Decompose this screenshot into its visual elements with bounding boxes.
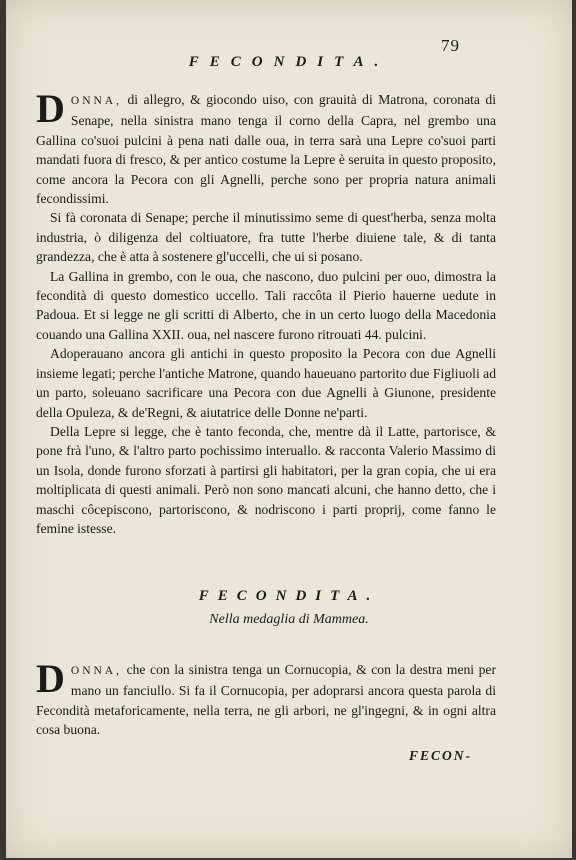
paragraph-5: Della Lepre si legge, che è tanto feconda, che, mentre dà il Latte, partorisce, & pone frà l'uno, & l'altro parto pochissimo interuallo. & racconta Valerio Massimo di un Isola, donde furono sforzati à partirsi gli habitatori, per la gran copia, che ui era moltiplicata di questi animali. Però non sono mancati alcuni, che hanno detto, che i maschi côcepiscono, partoriscono, & nodriscono i parti proprij, come fanno le femine istesse. [36,423,496,536]
page-number: 79 [441,36,460,55]
paragraph-text: che con la sinistra tenga un Cornucopia, & con la destra meni per mano un fanciullo. Si fa il Cornucopia, per adoprarsi ancora questa parola di Fecondità metaforicamente, nella terra, ne gli arbori, ne gl'ingegni, & in ogni altra cosa buona. [36,662,496,738]
catchword: FECON- [408,748,472,763]
lead-word: ONNA, [70,665,122,677]
paragraph-4: Adoperauano ancora gli antichi in questo proposito la Pecora con due Agnelli insieme legati; perche l'antiche Matrone, quando haueuano partorito due Figliuoli ad un parto, soleuano sacrificare una Pecora con due Agnelli à Giunone, presidente della Opuleza, & de'Regni, & aiutatrice delle Donne ne'parti. [36,346,496,420]
paragraph-3: La Gallina in grembo, con le oua, che nascono, duo pulcini per ouo, dimostra la fecondità di questo domestico uccello. Tali raccôta il Pierio hauerne uedute in Padoua. Et si legge ne gli scritti di Alberto, che in un certo luogo della Macedonia couando una Gallina XXII. oua, nel nascere furono ritrouati 44. pulcini. [36,268,496,342]
drop-cap: D [36,86,65,131]
paragraph-1 [36,86,496,208]
drop-cap: D [36,656,65,701]
section-heading: FECONDITA. [198,588,380,604]
section-1-text [36,86,496,538]
paragraph-2: Si fà coronata di Senape; perche il minutissimo seme di quest'herba, senza molta industria, ò diligenza del coltiuatore, fra tutte l'herbe diuiene tale, & di tanta grandezza, che è atta à sostenere gl'uccelli, che ui si posano. [36,210,496,265]
section-2-text [36,656,496,740]
paragraph-6 [36,656,496,740]
section-subheading: Nella medaglia di Mammea. [209,612,369,627]
lead-word: ONNA, [70,95,122,107]
running-head: FECONDITA. [188,54,390,70]
paragraph-text: di allegro, & giocondo uiso, con grauità di Matrona, coronata di Senape, nella sinistra mano tenga il corno della Capra, nel grembo una Gallina co'suoi pulcini à pena nati dalle oua, in terra sarà una Lepre co'suoi parti mandati fuora di fresco, & per antico costume la Lepre è seruita in questo proposito, come ancora la Pecora con gli Agnelli, perche sono per propria natura animali fecondissimi. [36,92,496,207]
book-page [6,0,572,858]
